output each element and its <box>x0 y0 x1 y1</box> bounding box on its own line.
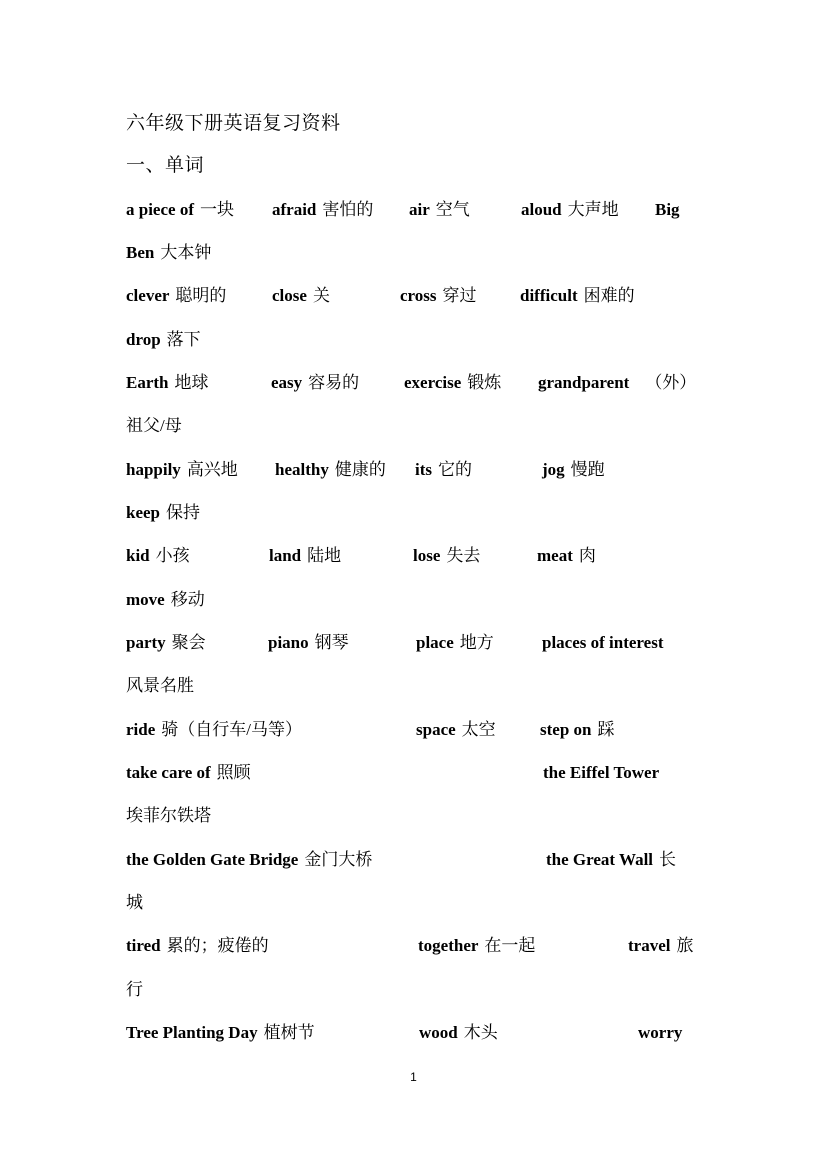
vocab-entry <box>126 630 206 656</box>
english-word: together <box>418 936 479 955</box>
chinese-meaning: 困难的 <box>583 286 635 305</box>
english-word: Tree Planting Day <box>126 1023 258 1042</box>
english-word: a piece of <box>126 200 194 219</box>
vocab-entry <box>126 673 194 699</box>
vocab-entry <box>126 457 238 483</box>
vocab-entry <box>268 630 349 656</box>
vocab-entry <box>126 890 143 916</box>
chinese-meaning: 钢琴 <box>314 633 349 652</box>
chinese-meaning: 风景名胜 <box>126 676 194 695</box>
vocab-entry <box>542 457 605 483</box>
page-number: 1 <box>410 1070 417 1084</box>
english-word: wood <box>419 1023 458 1042</box>
vocab-entry <box>126 587 205 613</box>
chinese-meaning: 照顾 <box>216 763 251 782</box>
vocab-entry <box>126 327 201 353</box>
chinese-meaning: 木头 <box>463 1023 498 1042</box>
chinese-meaning: 穿过 <box>442 286 477 305</box>
english-word: difficult <box>520 286 578 305</box>
english-word: close <box>272 286 307 305</box>
vocab-entry <box>126 240 211 266</box>
chinese-meaning: 失去 <box>446 546 481 565</box>
english-word: tired <box>126 936 161 955</box>
chinese-meaning: 旅 <box>676 936 694 955</box>
vocab-entry <box>628 933 693 959</box>
vocab-entry <box>272 197 373 223</box>
chinese-meaning: 陆地 <box>307 546 342 565</box>
english-word: jog <box>542 460 565 479</box>
english-word: land <box>269 546 302 565</box>
vocab-entry <box>415 457 472 483</box>
vocab-entry <box>126 543 190 569</box>
english-word: places of interest <box>542 633 664 652</box>
english-word: happily <box>126 460 181 479</box>
chinese-meaning: 一块 <box>199 200 234 219</box>
vocab-entry <box>269 543 341 569</box>
chinese-meaning: 大本钟 <box>160 243 212 262</box>
english-word: place <box>416 633 454 652</box>
chinese-meaning: 城 <box>126 893 143 912</box>
chinese-meaning: 祖父/母 <box>126 416 182 435</box>
english-word: the Eiffel Tower <box>543 763 660 782</box>
vocab-entry <box>400 283 477 309</box>
english-word: aloud <box>521 200 562 219</box>
chinese-meaning: 在一起 <box>484 936 536 955</box>
english-word: afraid <box>272 200 317 219</box>
chinese-meaning: 空气 <box>435 200 470 219</box>
document-title: 六年级下册英语复习资料 <box>126 113 341 134</box>
vocab-entry <box>126 500 200 526</box>
english-word: clever <box>126 286 170 305</box>
vocab-entry <box>126 370 209 396</box>
english-word: the Great Wall <box>546 850 654 869</box>
vocab-entry <box>126 197 234 223</box>
vocab-entry <box>126 1020 315 1046</box>
english-word: move <box>126 590 165 609</box>
chinese-meaning: 长 <box>659 850 677 869</box>
chinese-meaning: 金门大桥 <box>304 850 373 869</box>
chinese-meaning: 聪明的 <box>175 286 227 305</box>
chinese-meaning: 高兴地 <box>186 460 238 479</box>
english-word: Earth <box>126 373 169 392</box>
english-word: space <box>416 720 456 739</box>
chinese-meaning: 锻炼 <box>467 373 502 392</box>
chinese-meaning: 关 <box>312 286 330 305</box>
chinese-meaning: 地方 <box>459 633 494 652</box>
english-word: Big <box>655 200 680 219</box>
vocab-entry <box>126 717 302 743</box>
english-word: lose <box>413 546 441 565</box>
chinese-meaning: 太空 <box>461 720 496 739</box>
chinese-meaning: 健康的 <box>334 460 386 479</box>
vocab-entry <box>537 543 596 569</box>
chinese-meaning: 累的；疲倦的 <box>166 936 269 955</box>
vocab-entry <box>542 630 664 656</box>
chinese-meaning: 小孩 <box>155 546 190 565</box>
chinese-meaning: 植树节 <box>263 1023 315 1042</box>
chinese-meaning: 害怕的 <box>322 200 374 219</box>
english-word: ride <box>126 720 156 739</box>
chinese-meaning: 埃菲尔铁塔 <box>126 806 211 825</box>
english-word: party <box>126 633 166 652</box>
english-word: step on <box>540 720 592 739</box>
english-word: Ben <box>126 243 155 262</box>
chinese-meaning: 骑（自行车/马等） <box>161 720 303 739</box>
vocab-entry <box>543 760 659 786</box>
chinese-meaning: 聚会 <box>171 633 206 652</box>
vocab-entry <box>126 977 143 1003</box>
vocab-entry <box>126 283 226 309</box>
english-word: piano <box>268 633 309 652</box>
vocab-entry <box>416 630 494 656</box>
vocab-entry <box>540 717 614 743</box>
vocab-entry <box>638 1020 682 1046</box>
section-heading: 一、单词 <box>126 155 205 176</box>
vocab-entry <box>126 413 182 439</box>
vocab-entry <box>126 933 269 959</box>
chinese-meaning: 它的 <box>438 460 472 479</box>
vocab-entry <box>126 803 211 829</box>
vocab-entry <box>521 197 619 223</box>
vocab-entry <box>520 283 635 309</box>
chinese-meaning: 落下 <box>166 330 201 349</box>
vocab-entry <box>126 847 372 873</box>
english-word: keep <box>126 503 160 522</box>
vocab-entry <box>546 847 676 873</box>
english-word: the Golden Gate Bridge <box>126 850 299 869</box>
chinese-meaning: 移动 <box>170 590 205 609</box>
chinese-meaning: 踩 <box>597 720 615 739</box>
english-word: kid <box>126 546 150 565</box>
vocab-entry <box>538 370 696 396</box>
vocab-entry <box>272 283 330 309</box>
english-word: cross <box>400 286 437 305</box>
vocab-entry <box>409 197 470 223</box>
vocab-entry <box>275 457 386 483</box>
english-word: easy <box>271 373 303 392</box>
english-word: its <box>415 460 432 479</box>
vocab-entry <box>419 1020 498 1046</box>
chinese-meaning: 容易的 <box>308 373 360 392</box>
english-word: grandparent <box>538 373 630 392</box>
english-word: travel <box>628 936 671 955</box>
vocab-entry <box>416 717 496 743</box>
vocab-entry <box>271 370 359 396</box>
chinese-meaning: 保持 <box>166 503 200 522</box>
english-word: meat <box>537 546 573 565</box>
english-word: air <box>409 200 430 219</box>
chinese-meaning: （外） <box>645 373 697 392</box>
english-word: healthy <box>275 460 329 479</box>
vocab-entry <box>655 197 680 223</box>
english-word: exercise <box>404 373 462 392</box>
vocab-entry <box>418 933 535 959</box>
chinese-meaning: 慢跑 <box>570 460 605 479</box>
chinese-meaning: 地球 <box>174 373 209 392</box>
english-word: worry <box>638 1023 683 1042</box>
vocab-entry <box>413 543 480 569</box>
vocab-entry <box>404 370 501 396</box>
vocab-entry <box>126 760 251 786</box>
chinese-meaning: 大声地 <box>567 200 619 219</box>
chinese-meaning: 行 <box>126 980 143 999</box>
english-word: take care of <box>126 763 211 782</box>
english-word: drop <box>126 330 161 349</box>
chinese-meaning: 肉 <box>578 546 596 565</box>
